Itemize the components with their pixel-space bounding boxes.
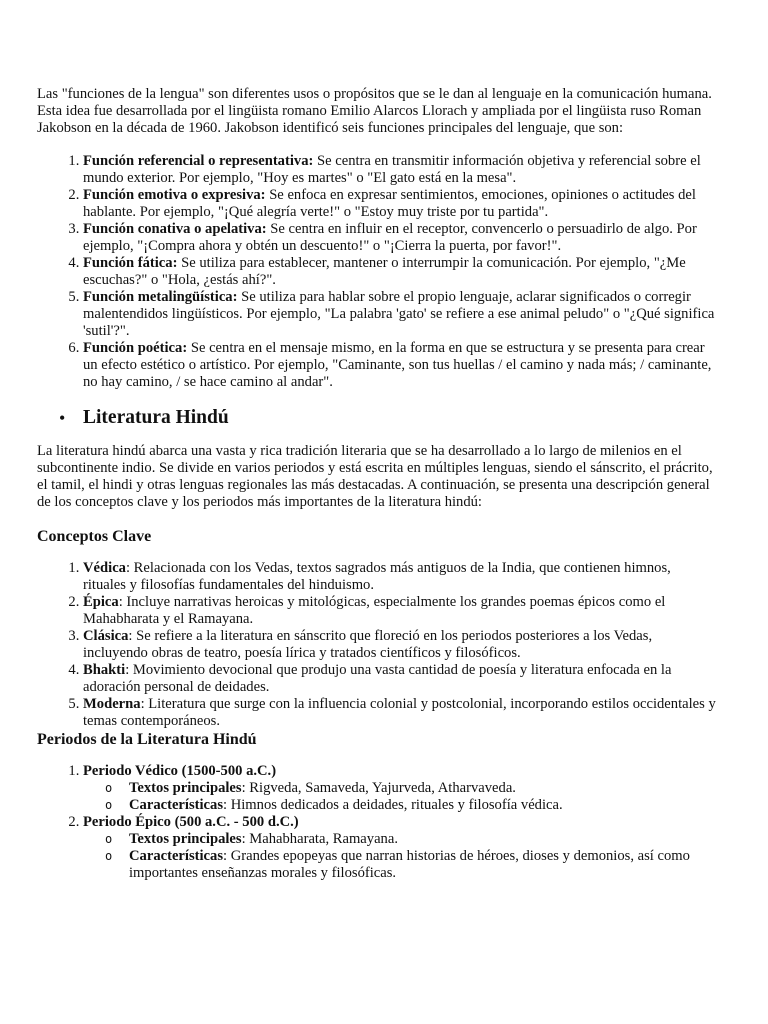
document-content [37, 86, 717, 882]
list-item [83, 696, 717, 730]
item-term: Función conativa o apelativa: [83, 221, 267, 237]
periodo-sublist [83, 831, 717, 882]
item-text: Se utiliza para hablar sobre el propio lenguaje, aclarar significados o corregir malentendidos lingüísticos. Por ejemplo, "La palabra 'gato' se refiere a ese animal peludo" o "¿Qué significa 'sutil'?". [83, 289, 715, 339]
bullet-icon: • [59, 407, 66, 428]
item-term: Bhakti [83, 662, 126, 678]
list-item [83, 255, 717, 289]
sublist-item [129, 797, 717, 814]
list-item [83, 628, 717, 662]
item-text: : Se refiere a la literatura en sánscrito que floreció en los periodos posteriores a los Vedas, incluyendo obras de teatro, poesía lírica y tratados científicos y filosóficos. [83, 628, 653, 661]
item-text: : Incluye narrativas heroicas y mitológicas, especialmente los grandes poemas épicos como el Mahabharata y el Ramayana. [83, 594, 666, 627]
literatura-paragraph: La literatura hindú abarca una vasta y rica tradición literaria que se ha desarrollado a lo largo de milenios en el subcontinente indio. Se divide en varios periodos y está escrita en múltiples lenguas, siendo el sánscrito, el prácrito, el tamil, el hindi y otras lenguas regionales las más destacadas. A continuación, se presenta una descripción general de los conceptos clave y los periodos más importantes de la literatura hindú: [37, 443, 713, 510]
list-item [83, 560, 717, 594]
list-item [83, 289, 717, 340]
list-item [83, 153, 717, 187]
sublist-item [129, 780, 717, 797]
item-term: Características [129, 848, 224, 864]
item-term: Función poética: [83, 340, 188, 356]
item-term: Función referencial o representativa: [83, 153, 314, 169]
sublist-item [129, 831, 717, 848]
item-term: Textos principales [129, 831, 242, 847]
list-item [83, 594, 717, 628]
item-text: Se enfoca en expresar sentimientos, emociones, opiniones o actitudes del hablante. Por ejemplo, "¡Qué alegría verte!" o "Estoy muy triste por tu partida". [83, 187, 696, 220]
item-term: Función fática: [83, 255, 178, 271]
intro-paragraph: Las "funciones de la lengua" son diferentes usos o propósitos que se le dan al lenguaje en la comunicación humana. Esta idea fue desarrollada por el lingüista romano Emilio Alarcos Llorach y ampliada por el lingüista ruso Roman Jakobson en la década de 1960. Jakobson identificó seis funciones principales del lenguaje, que son: [37, 86, 712, 136]
functions-list [37, 153, 717, 391]
sublist-item [129, 848, 717, 882]
item-term: Épica [83, 594, 119, 610]
list-item [83, 340, 717, 391]
item-text: Se utiliza para establecer, mantener o interrumpir la comunicación. Por ejemplo, "¿Me escuchas?" o "Hola, ¿estás ahí?". [83, 255, 686, 288]
list-item [83, 763, 717, 814]
item-term: Textos principales [129, 780, 242, 796]
item-text: : Movimiento devocional que produjo una vasta cantidad de poesía y literatura enfocada en la adoración personal de deidades. [83, 662, 672, 695]
item-term: Características [129, 797, 224, 813]
periodo-sublist [83, 780, 717, 814]
list-item [83, 221, 717, 255]
item-text: : Grandes epopeyas que narran historias de héroes, dioses y demonios, así como importantes enseñanzas morales y filosóficas. [129, 848, 690, 881]
item-term: Función emotiva o expresiva: [83, 187, 266, 203]
item-text: : Literatura que surge con la influencia colonial y postcolonial, incorporando estilos occidentales y temas contemporáneos. [83, 696, 716, 729]
list-item [83, 814, 717, 882]
item-text: : Relacionada con los Vedas, textos sagrados más antiguos de la India, que contienen himnos, rituales y filosofías fundamentales del hinduismo. [83, 560, 671, 593]
periodo-title: Periodo Védico (1500-500 a.C.) [83, 763, 277, 779]
conceptos-heading: Conceptos Clave [37, 528, 152, 545]
item-text: : Rigveda, Samaveda, Yajurveda, Atharvaveda. [241, 780, 516, 796]
literatura-heading: Literatura Hindú [83, 407, 229, 428]
item-term: Moderna [83, 696, 141, 712]
item-term: Función metalingüística: [83, 289, 238, 305]
list-item [83, 662, 717, 696]
item-text: Se centra en influir en el receptor, convencerlo o persuadirlo de algo. Por ejemplo, "¡Compra ahora y obtén un descuento!" o "¡Cierra la puerta, por favor!". [83, 221, 697, 254]
item-text: : Mahabharata, Ramayana. [241, 831, 398, 847]
item-term: Védica [83, 560, 126, 576]
item-text: Se centra en el mensaje mismo, en la forma en que se estructura y se presenta para crear un efecto estético o artístico. Por ejemplo, "Caminante, son tus huellas / el camino y nada más; / caminante, no hay camino, / se hace camino al andar". [83, 340, 712, 390]
item-text: Se centra en transmitir información objetiva y referencial sobre el mundo exterior. Por ejemplo, "Hoy es martes" o "El gato está en la mesa". [83, 153, 701, 186]
item-term: Clásica [83, 628, 129, 644]
periodos-heading: Periodos de la Literatura Hindú [37, 731, 257, 748]
periodo-title: Periodo Épico (500 a.C. - 500 d.C.) [83, 814, 299, 830]
list-item [83, 187, 717, 221]
item-text: : Himnos dedicados a deidades, rituales y filosofía védica. [223, 797, 563, 813]
literatura-heading-row [37, 407, 717, 429]
conceptos-list [37, 560, 717, 730]
periodos-list [37, 763, 717, 882]
